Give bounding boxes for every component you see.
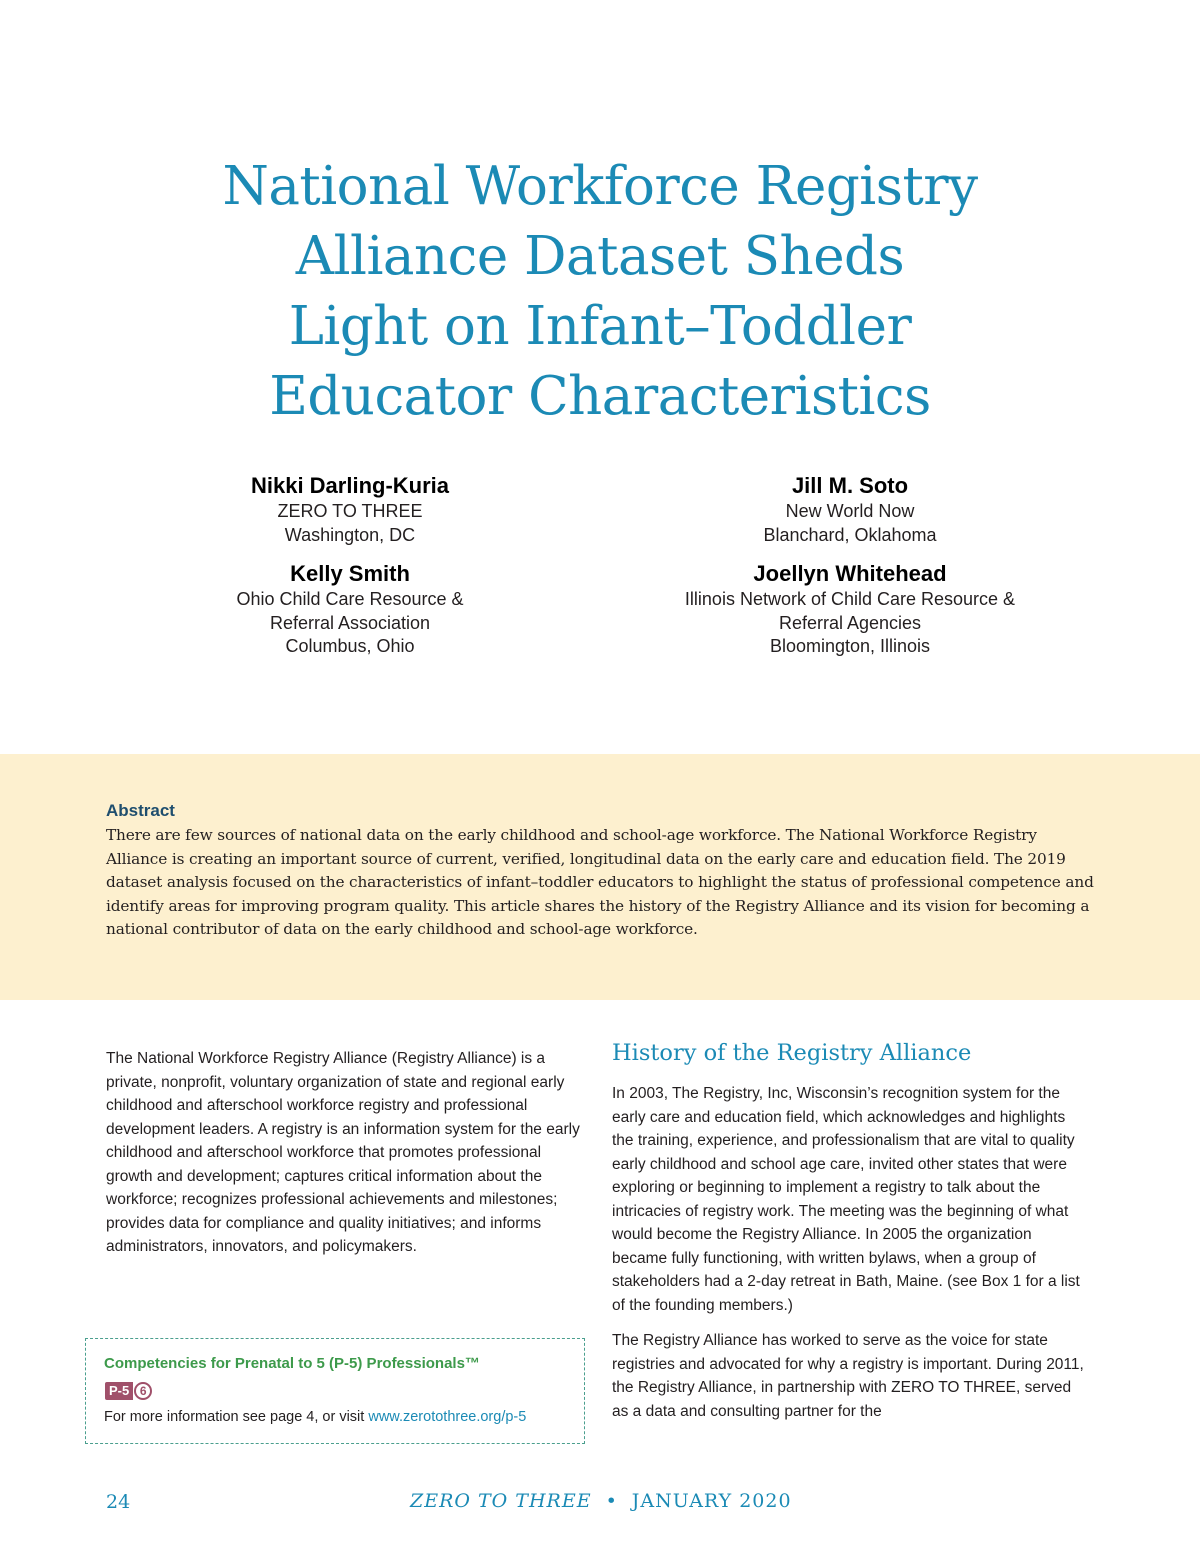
title-line: National Workforce Registry xyxy=(222,156,978,217)
footer-publication xyxy=(410,1490,792,1512)
author-block xyxy=(630,472,1070,547)
competencies-info-text: For more information see page 4, or visit xyxy=(104,1409,369,1425)
competencies-info xyxy=(104,1409,526,1425)
abstract-text: There are few sources of national data on the early childhood and school-age workforce. The National Workforce Registry Alliance is creating an important source of current, verified, longitudinal data on the early care and education field. The 2019 dataset analysis focused on the characteristics of infant–toddler educators to highlight the status of professional competence and identify areas for improving program quality. This article shares the history of the Registry Alliance and its vision for becoming a national contributor of data on the early childhood and school-age workforce. xyxy=(106,826,1094,938)
author-affiliation: Illinois Network of Child Care Resource & xyxy=(684,589,1016,609)
competencies-title: Competencies for Prenatal to 5 (P-5) Professionals™ xyxy=(104,1355,480,1372)
title-line: Educator Characteristics xyxy=(269,366,931,427)
author-location: Washington, DC xyxy=(284,524,416,545)
author-name: Kelly Smith xyxy=(290,561,410,586)
competencies-callout-box xyxy=(85,1338,585,1444)
title-line: Light on Infant–Toddler xyxy=(288,296,912,357)
section-heading: History of the Registry Alliance xyxy=(612,1040,972,1066)
author-block xyxy=(130,560,570,659)
author-location: Columbus, Ohio xyxy=(285,636,415,656)
author-affiliation: Referral Agencies xyxy=(778,612,922,633)
author-name: Nikki Darling-Kuria xyxy=(250,473,450,498)
body-paragraph: In 2003, The Registry, Inc, Wisconsin’s recognition system for the early care and education field, which acknowledges and highlights the training, experience, and professionalism that are vital to quality early childhood and school age care, invited other states that were exploring or beginning to implement a registry to talk about the intricacies of registry work. The meeting was the beginning of what would become the Registry Alliance. In 2005 the organization became fully functioning, with written bylaws, when a group of stakeholders had a 2-day retreat in Bath, Maine. (see Box 1 for a list of the founding members.) xyxy=(612,1085,1080,1314)
author-name: Jill M. Soto xyxy=(791,473,909,498)
author-name: Joellyn Whitehead xyxy=(753,561,947,586)
section-body xyxy=(612,1082,1086,1435)
author-affiliation: Ohio Child Care Resource & xyxy=(236,589,464,609)
footer-separator: • xyxy=(605,1490,618,1512)
author-block xyxy=(130,472,570,547)
issue-date: JANUARY 2020 xyxy=(631,1490,792,1512)
author-affiliation: New World Now xyxy=(785,501,915,521)
badge-label: P-5 xyxy=(105,1382,133,1400)
author-affiliation: ZERO TO THREE xyxy=(277,501,423,521)
author-location: Bloomington, Illinois xyxy=(769,636,931,656)
journal-name: ZERO TO THREE xyxy=(410,1490,592,1512)
competencies-link[interactable]: www.zerotothree.org/p-5 xyxy=(368,1409,527,1425)
body-paragraph: The Registry Alliance has worked to serve as the voice for state registries and advocated for why a registry is important. During 2011, the Registry Alliance, in partnership with ZERO TO THREE, served as a data and consulting partner for the xyxy=(612,1332,1084,1420)
author-block xyxy=(630,560,1070,659)
title-line: Alliance Dataset Sheds xyxy=(295,226,905,287)
intro-paragraph: The National Workforce Registry Alliance (Registry Alliance) is a private, nonprofit, voluntary organization of state and regional early childhood and afterschool workforce registry and professional development leaders. A registry is an information system for the early childhood and afterschool workforce that promotes professional growth and development; captures critical information about the workforce; recognizes professional achievements and milestones; provides data for compliance and quality initiatives; and informs administrators, innovators, and policymakers. xyxy=(106,1050,580,1255)
article-title xyxy=(150,152,1050,432)
page-number: 24 xyxy=(106,1491,131,1513)
abstract-heading: Abstract xyxy=(106,801,175,820)
p5-competency-badge-icon xyxy=(105,1382,152,1400)
author-affiliation: Referral Association xyxy=(269,612,431,633)
author-location: Blanchard, Oklahoma xyxy=(763,524,937,545)
badge-number: 6 xyxy=(134,1382,152,1400)
